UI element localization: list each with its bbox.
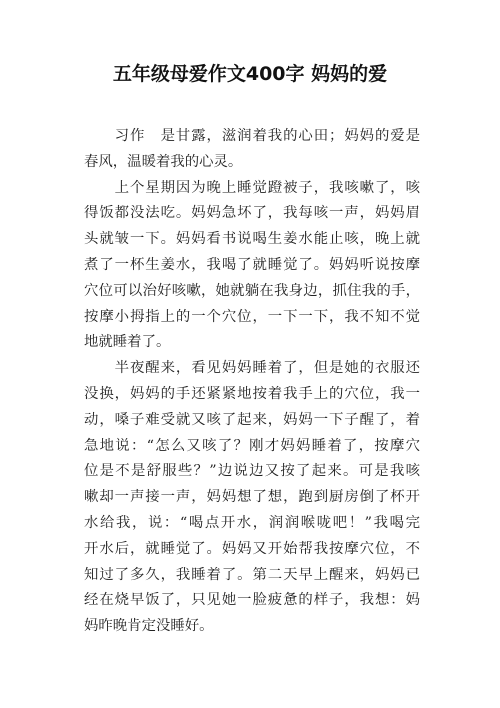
text-line: 开水后，就睡觉了。妈妈又开始帮我按摩穴位，不: [84, 540, 420, 557]
text-line: 按摩小拇指上的一个穴位，一下一下，我不知不觉: [84, 308, 420, 325]
text-line: 妈昨晚肯定没睡好。: [84, 618, 214, 635]
paragraph-1: [84, 124, 420, 176]
text-line: 急地说：“怎么又咳了？刚才妈妈睡着了，按摩穴: [84, 437, 420, 454]
text-line: 得饭都没法吃。妈妈急坏了，我每咳一声，妈妈眉: [84, 205, 420, 222]
paragraph-3: [84, 356, 420, 640]
text-line: 上个星期因为晚上睡觉蹬被子，我咳嗽了，咳: [84, 179, 420, 196]
text-line: 穴位可以治好咳嗽，她就躺在我身边，抓住我的手，: [84, 282, 420, 299]
text-line: 春风，温暖着我的心灵。: [84, 153, 243, 170]
text-line: 经在烧早饭了，只见她一脸疲惫的样子，我想：妈: [84, 592, 420, 609]
text-line: 水给我，说：“喝点开水，润润喉咙吧！”我喝完: [84, 514, 420, 531]
text-line: 习作 是甘露，滋润着我的心田；妈妈的爱是: [84, 128, 420, 144]
essay-body: [84, 124, 420, 640]
text-line: 煮了一杯生姜水，我喝了就睡觉了。妈妈听说按摩: [84, 256, 420, 273]
text-line: 位是不是舒服些？”边说边又按了起来。可是我咳: [84, 463, 420, 480]
text-line: 知过了多久，我睡着了。第二天早上醒来，妈妈已: [84, 566, 420, 583]
text-line: 没换，妈妈的手还紧紧地按着我手上的穴位，我一: [84, 385, 420, 402]
text-line: 头就皱一下。妈妈看书说喝生姜水能止咳，晚上就: [84, 231, 420, 248]
essay-title: 五年级母爱作文400字 妈妈的爱: [112, 63, 388, 85]
text-line: 半夜醒来，看见妈妈睡着了，但是她的衣服还: [84, 360, 420, 377]
text-line: 嗽却一声接一声，妈妈想了想，跑到厨房倒了杯开: [84, 489, 420, 506]
paragraph-2: [84, 176, 420, 357]
text-line: 动，嗓子难受就又咳了起来，妈妈一下子醒了，着: [84, 411, 420, 428]
text-line: 地就睡着了。: [84, 334, 171, 351]
